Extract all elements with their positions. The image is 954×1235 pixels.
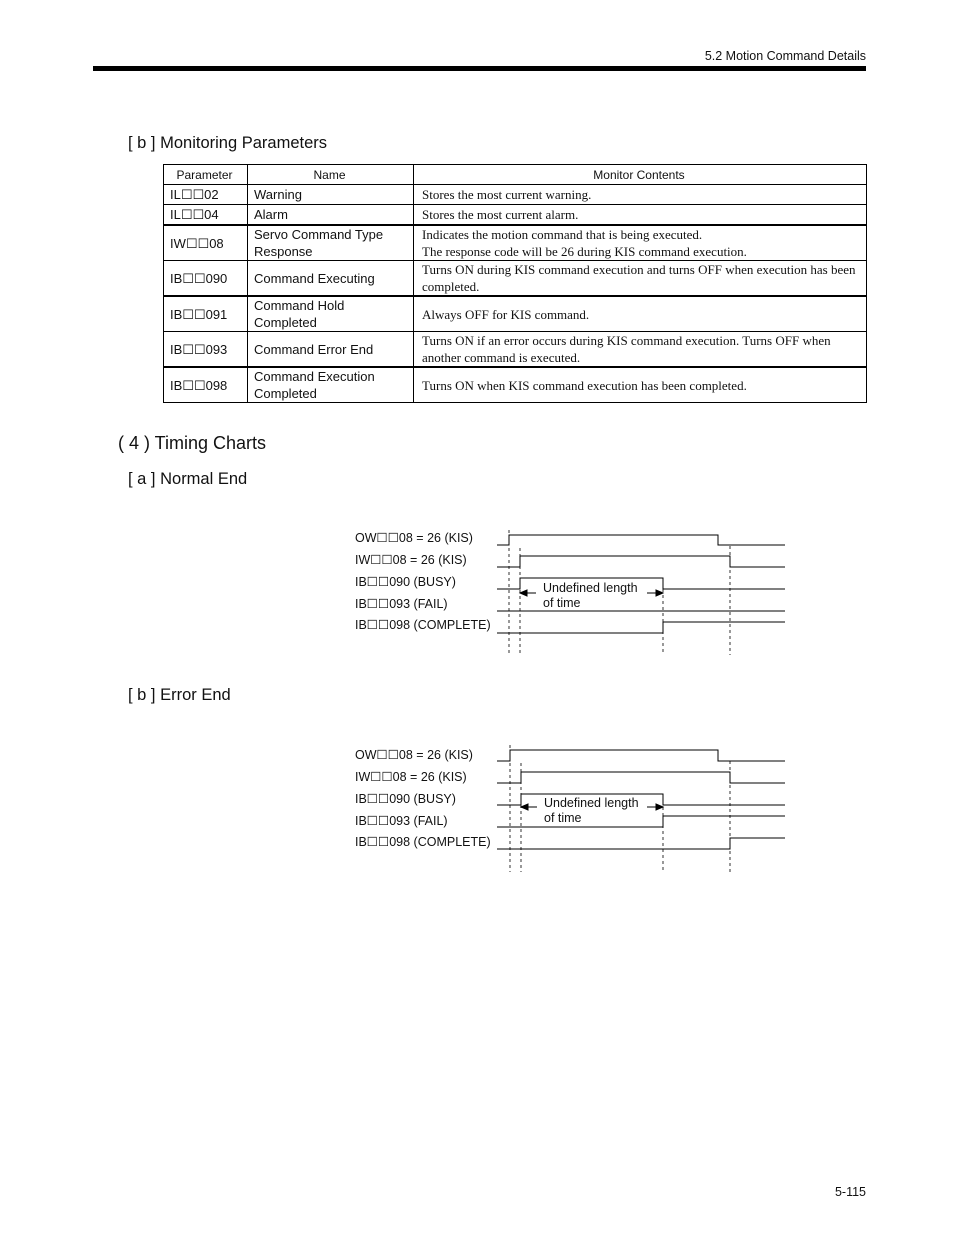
monitoring-parameters-table — [163, 164, 867, 403]
waveform-busy — [497, 578, 785, 589]
table-row — [164, 261, 867, 297]
header-rule — [93, 66, 866, 71]
table-row — [164, 367, 867, 403]
waveform-complete — [497, 622, 785, 633]
normal-end-heading: [ a ] Normal End — [128, 470, 248, 488]
arrowhead-left — [520, 590, 527, 596]
signal-label: IB☐☐098 (COMPLETE) — [355, 835, 491, 849]
table-row — [164, 332, 867, 368]
waveform-iw08 — [497, 556, 785, 567]
name-cell: Alarm — [248, 205, 414, 226]
waveform-busy — [497, 794, 785, 805]
signal-label: OW☐☐08 = 26 (KIS) — [355, 748, 473, 762]
undefined-length-note: Undefined length of time — [543, 581, 638, 610]
column-header: Parameter — [164, 165, 248, 185]
contents-cell: Turns ON during KIS command execution and turns OFF when execution has been completed. — [414, 261, 867, 297]
monitoring-heading: [ b ] Monitoring Parameters — [128, 134, 327, 152]
param-cell: IB☐☐093 — [164, 332, 248, 368]
page-number: 5-115 — [834, 1185, 866, 1199]
signal-label: IB☐☐093 (FAIL) — [355, 597, 448, 611]
name-cell: Warning — [248, 185, 414, 205]
signal-label: IW☐☐08 = 26 (KIS) — [355, 553, 467, 567]
contents-cell: Indicates the motion command that is being executed. The response code will be 26 during KIS command execution. — [414, 225, 867, 261]
column-header: Monitor Contents — [414, 165, 867, 185]
normal-end-timing-chart — [350, 528, 790, 668]
param-cell: IL☐☐02 — [164, 185, 248, 205]
name-cell: Command Error End — [248, 332, 414, 368]
param-cell: IB☐☐098 — [164, 367, 248, 403]
table-row — [164, 225, 867, 261]
arrowhead-right — [656, 590, 663, 596]
contents-cell: Turns ON if an error occurs during KIS command execution. Turns OFF when another command is executed. — [414, 332, 867, 368]
param-cell: IL☐☐04 — [164, 205, 248, 226]
contents-cell: Always OFF for KIS command. — [414, 296, 867, 332]
waveform-iw08 — [497, 772, 785, 783]
table-row — [164, 296, 867, 332]
column-header: Name — [248, 165, 414, 185]
name-cell: Command Execution Completed — [248, 367, 414, 403]
error-end-heading: [ b ] Error End — [128, 686, 231, 704]
waveform-fail — [497, 816, 785, 827]
signal-label: IW☐☐08 = 26 (KIS) — [355, 770, 467, 784]
timing-charts-heading: ( 4 ) Timing Charts — [118, 433, 267, 453]
waveform-complete — [497, 838, 785, 849]
arrowhead-right — [656, 804, 663, 810]
param-cell: IW☐☐08 — [164, 225, 248, 261]
contents-cell: Stores the most current alarm. — [414, 205, 867, 226]
table-row — [164, 185, 867, 205]
param-cell: IB☐☐090 — [164, 261, 248, 297]
waveform-ow08 — [497, 535, 785, 545]
name-cell: Command Hold Completed — [248, 296, 414, 332]
table-header-row — [164, 165, 867, 185]
undefined-length-note: Undefined length of time — [544, 796, 639, 825]
name-cell: Command Executing — [248, 261, 414, 297]
running-header: 5.2 Motion Command Details — [704, 49, 866, 63]
waveform-ow08 — [497, 750, 785, 761]
table-row — [164, 205, 867, 226]
signal-label: IB☐☐098 (COMPLETE) — [355, 618, 491, 632]
contents-cell: Turns ON when KIS command execution has been completed. — [414, 367, 867, 403]
param-cell: IB☐☐091 — [164, 296, 248, 332]
name-cell: Servo Command Type Response — [248, 225, 414, 261]
arrowhead-left — [521, 804, 528, 810]
signal-label: IB☐☐093 (FAIL) — [355, 814, 448, 828]
contents-cell: Stores the most current warning. — [414, 185, 867, 205]
signal-label: OW☐☐08 = 26 (KIS) — [355, 531, 473, 545]
signal-label: IB☐☐090 (BUSY) — [355, 792, 456, 806]
error-end-timing-chart — [350, 745, 790, 885]
signal-label: IB☐☐090 (BUSY) — [355, 575, 456, 589]
